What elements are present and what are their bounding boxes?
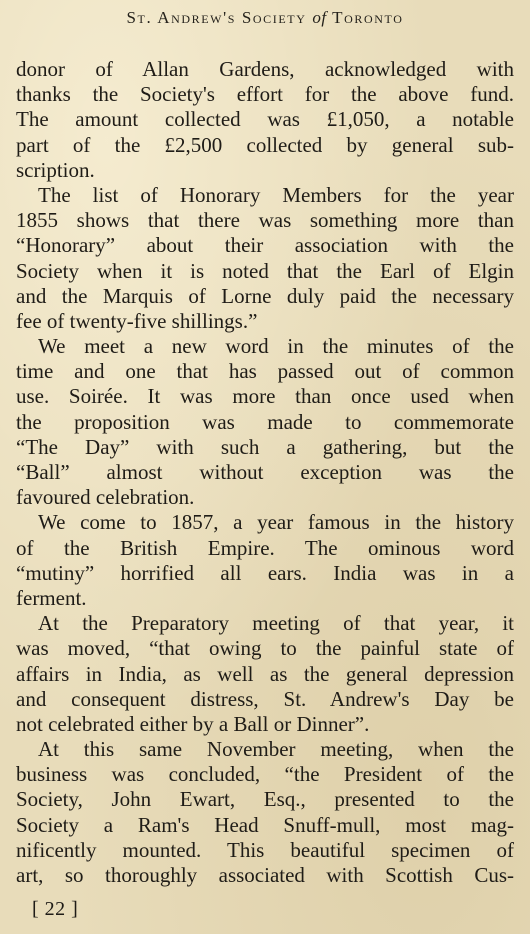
text-line: “Ball” almost without exception was the [16, 460, 514, 484]
text-line: We come to 1857, a year famous in the history [38, 510, 514, 535]
text-line: Society a Ram's Head Snuff-mull, most mag- [16, 812, 514, 837]
text-line: and consequent distress, St. Andrew's Day be [16, 686, 514, 711]
text-line: use. Soirée. It was more than once used when [16, 384, 514, 409]
text-line: At the Preparatory meeting of that year, it [38, 611, 514, 636]
text-line: ferment. [16, 585, 87, 610]
text-line: scription. [16, 157, 95, 182]
running-head [0, 8, 530, 28]
text-line: At this same November meeting, when the [38, 737, 514, 762]
text-line: “Honorary” about their association with the [16, 233, 514, 258]
text-line: not celebrated either by a Ball or Dinner”. [16, 711, 370, 736]
text-line: affairs in India, as well as the general depression [16, 661, 514, 686]
text-line: part of the £2,500 collected by general sub- [16, 132, 514, 157]
text-line: time and one that has passed out of common [16, 359, 514, 384]
text-line: Society when it is noted that the Earl of Elgin [16, 258, 514, 283]
text-line: and the Marquis of Lorne duly paid the necessary [16, 283, 514, 308]
text-line: The list of Honorary Members for the year [38, 182, 514, 207]
text-line: was moved, “that owing to the painful state of [16, 636, 514, 661]
text-line: Society, John Ewart, Esq., presented to the [16, 787, 514, 812]
text-line: of the British Empire. The ominous word [16, 535, 514, 560]
text-line: We meet a new word in the minutes of the [38, 334, 514, 359]
text-line: nificently mounted. This beautiful specimen of [16, 837, 514, 862]
text-line: art, so thoroughly associated with Scottish Cus- [16, 863, 514, 887]
text-line: thanks the Society's effort for the above fund. [16, 82, 514, 107]
text-line: donor of Allan Gardens, acknowledged with [16, 57, 514, 81]
body-text [16, 57, 514, 888]
text-line: 1855 shows that there was something more than [16, 208, 514, 233]
text-line: fee of twenty-five shillings.” [16, 308, 258, 333]
text-line: the proposition was made to commemorate [16, 409, 514, 434]
text-line: business was concluded, “the President of the [16, 762, 514, 787]
text-line: The amount collected was £1,050, a notable [16, 107, 514, 132]
running-head-society: St. Andrew's Society [126, 8, 307, 27]
running-head-city: Toronto [332, 8, 404, 27]
text-line: “mutiny” horrified all ears. India was in a [16, 560, 514, 585]
text-line: favoured celebration. [16, 485, 195, 510]
running-head-of: of [312, 8, 327, 27]
text-line: “The Day” with such a gathering, but the [16, 434, 514, 459]
page-number: [ 22 ] [32, 898, 79, 920]
